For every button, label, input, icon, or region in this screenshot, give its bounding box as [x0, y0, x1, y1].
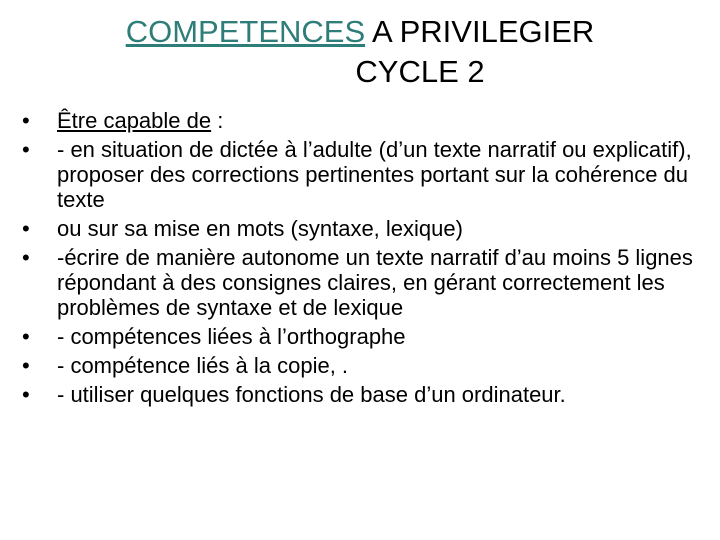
list-item-text: - compétences liées à l’orthographe — [57, 324, 406, 349]
list-item-text: - en situation de dictée à l’adulte (d’un texte narratif ou explicatif), proposer des corrections pertinentes portant sur la cohérence du texte — [57, 137, 692, 212]
list-item — [22, 324, 712, 349]
title-text-line2: CYCLE 2 — [355, 54, 485, 89]
bullet-icon: • — [22, 382, 30, 407]
bullet-list — [22, 108, 712, 411]
list-item — [22, 216, 712, 241]
list-item — [22, 137, 712, 212]
bullet-icon: • — [22, 216, 30, 241]
title-text-line1: A PRIVILEGIER — [365, 14, 595, 49]
intro-label: Être capable de — [57, 108, 212, 133]
list-item-text: - utiliser quelques fonctions de base d’un ordinateur. — [57, 382, 566, 407]
list-item — [22, 353, 712, 378]
bullet-icon: • — [22, 108, 30, 133]
list-item — [22, 382, 712, 407]
bullet-icon: • — [22, 137, 30, 162]
list-item — [22, 245, 712, 320]
bullet-icon: • — [22, 245, 30, 270]
list-item-text: ou sur sa mise en mots (syntaxe, lexique) — [57, 216, 463, 241]
list-item-text: - compétence liés à la copie, . — [57, 353, 349, 378]
list-item-text: -écrire de manière autonome un texte narratif d’au moins 5 lignes répondant à des consignes claires, en gérant correctement les problèmes de syntaxe et de lexique — [57, 245, 693, 320]
list-item-intro — [22, 108, 712, 133]
title-link-competences[interactable]: COMPETENCES — [125, 14, 366, 49]
slide-title — [60, 12, 660, 92]
bullet-icon: • — [22, 324, 30, 349]
intro-suffix: : — [211, 108, 224, 133]
bullet-icon: • — [22, 353, 30, 378]
